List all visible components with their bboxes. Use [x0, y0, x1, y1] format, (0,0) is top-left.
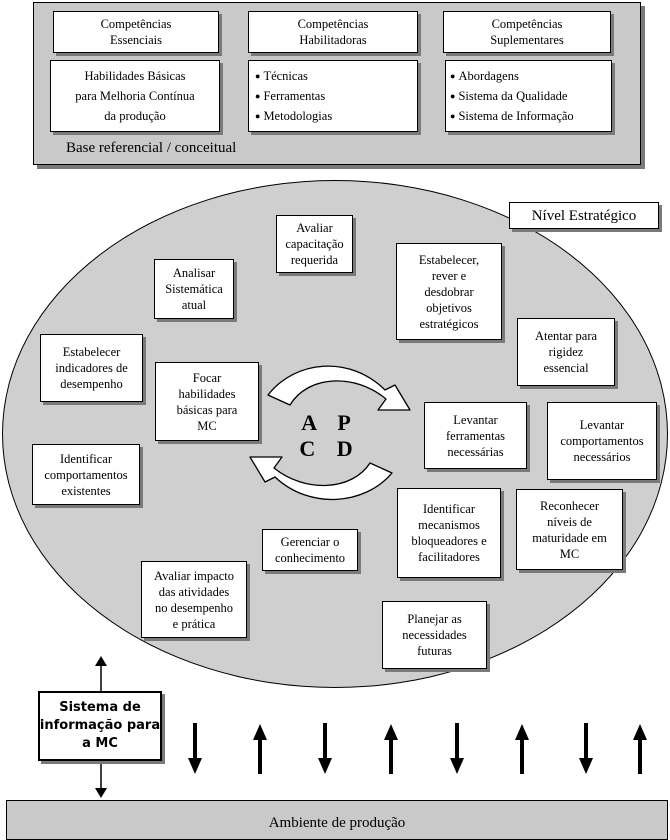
flow-arrow-up [384, 724, 398, 774]
cycle-arrow-bottom [250, 457, 392, 499]
info-system-box: Sistema de informação para a MC [38, 691, 162, 761]
flow-arrows [180, 720, 650, 780]
box-atentar-rigidez: Atentar para rigidez essencial [517, 318, 615, 386]
flow-arrow-down [188, 723, 202, 774]
box-focar-habilidades: Focar habilidades básicas para MC [155, 362, 259, 441]
strategic-level-label: Nível Estratégico [509, 202, 659, 229]
box-analisar-sistematica: Analisar Sistemática atual [154, 259, 234, 319]
header-competencias-habilitadoras: Competências Habilitadoras [248, 11, 418, 53]
box-identificar-comportamentos: Identificar comportamentos existentes [32, 444, 140, 505]
flow-arrow-up [633, 724, 647, 774]
details-essenciais: Habilidades Básicas para Melhoria Contínua da produção [50, 60, 220, 132]
details-habilitadoras: ● Técnicas ● Ferramentas ● Metodologias [248, 60, 418, 132]
cycle-arrow-top [268, 366, 410, 410]
box-reconhecer-niveis: Reconhecer níveis de maturidade em MC [516, 489, 623, 570]
flow-arrow-down [318, 723, 332, 774]
box-levantar-comportamentos: Levantar comportamentos necessários [547, 402, 657, 480]
details-suplementares: ● Abordagens ● Sistema da Qualidade ● Sistema de Informação [445, 60, 612, 132]
box-estabelecer-indicadores: Estabelecer indicadores de desempenho [40, 334, 143, 402]
flow-arrow-down [450, 723, 464, 774]
production-environment-bar: Ambiente de produção [6, 800, 668, 840]
box-gerenciar-conhecimento: Gerenciar o conhecimento [262, 529, 358, 571]
conceptual-base-caption: Base referencial / conceitual [66, 140, 237, 156]
flow-arrow-up [253, 724, 267, 774]
header-competencias-suplementares: Competências Suplementares [443, 11, 611, 53]
box-levantar-ferramentas: Levantar ferramentas necessárias [424, 402, 527, 469]
pdca-labels: A P C D [299, 410, 361, 461]
box-planejar-necessidades: Planejar as necessidades futuras [382, 601, 487, 669]
header-competencias-essenciais: Competências Essenciais [53, 11, 219, 53]
box-identificar-mecanismos: Identificar mecanismos bloqueadores e facilitadores [397, 488, 501, 578]
flow-arrow-up [515, 724, 529, 774]
flow-arrow-down [579, 723, 593, 774]
box-estabelecer-objetivos: Estabelecer, rever e desdobrar objetivos estratégicos [396, 243, 502, 340]
box-avaliar-impacto: Avaliar impacto das atividades no desempenho e prática [141, 561, 247, 638]
box-avaliar-capacitacao: Avaliar capacitação requerida [276, 215, 353, 273]
